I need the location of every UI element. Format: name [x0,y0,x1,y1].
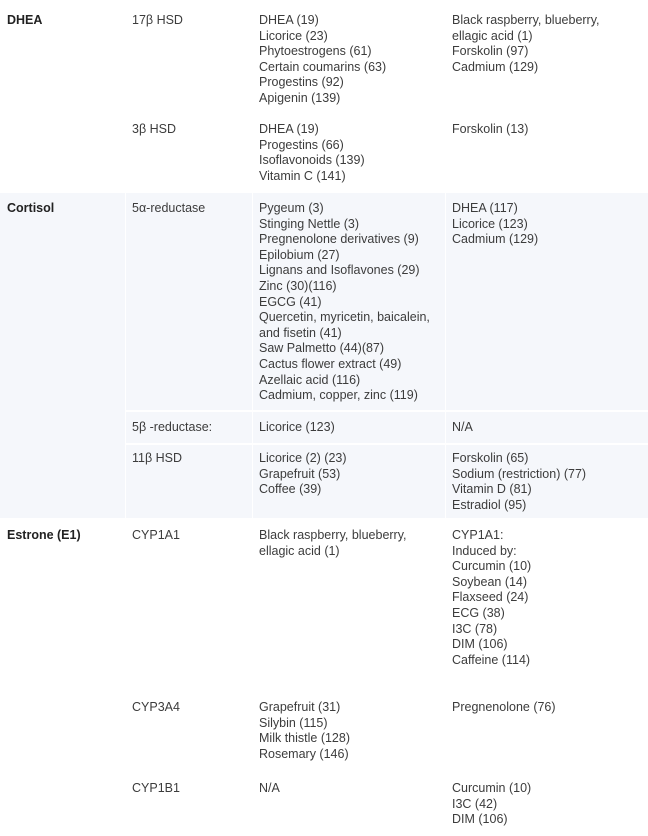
cell-line: Pygeum (3) [259,201,324,215]
inhibitor-cell [259,201,443,404]
cell-line: Licorice (123) [259,420,335,434]
cell-line: Cadmium (129) [452,59,539,74]
inhibitor-cell [259,781,443,797]
cell-line: N/A [452,420,473,434]
cell-line: DHEA (117) [452,201,518,215]
cell-line: Black raspberry, blueberry, [259,528,407,542]
cell-line: Progestins (92) [259,75,344,90]
cell-line: Vitamin C (141) [259,168,346,183]
column-divider [252,443,253,518]
table-row [0,771,648,836]
hormone-cell: Cortisol [7,201,55,215]
table-row [0,410,648,443]
inhibitor-cell [259,700,443,762]
inhibitor-cell [259,528,443,559]
cell-line: Silybin (115) [259,715,328,730]
column-divider [125,443,126,518]
enzyme-cell: CYP1B1 [132,781,180,795]
cell-line: I3C (42) [452,796,498,811]
cell-line: Soybean (14) [452,574,528,589]
cell-line: Sodium (restriction) (77) [452,466,587,481]
cell-line: Epilobium (27) [259,247,340,262]
cell-line: Azellaic acid (116) [259,372,361,387]
cell-line: DHEA (19) [259,122,319,136]
effect-cell [452,13,642,75]
column-divider [252,410,253,443]
cell-line: Cadmium (129) [452,232,539,247]
cell-line: Licorice (2) (23) [259,451,347,465]
cell-line: Grapefruit (53) [259,466,341,481]
cell-line: Licorice (123) [452,216,528,231]
cell-line: Milk thistle (128) [259,731,350,746]
cell-line: Curcumin (10) [452,559,532,574]
cell-line: ellagic acid (1) [259,543,340,558]
column-divider [125,410,126,443]
cell-line: Forskolin (97) [452,44,529,59]
effect-cell [452,201,642,248]
table-row [0,0,648,113]
cell-line: Zinc (30)(116) [259,278,337,293]
enzyme-cell: 5β -reductase: [132,420,213,434]
enzyme-cell: 17β HSD [132,13,183,27]
cell-line: Flaxseed (24) [452,590,529,605]
cell-line: Black raspberry, blueberry, [452,13,600,27]
cell-line: Lignans and Isoflavones (29) [259,263,420,278]
inhibitor-cell [259,122,443,184]
cell-line: Curcumin (10) [452,781,532,795]
cell-line: Saw Palmetto (44)(87) [259,341,385,356]
table-row [0,193,648,410]
effect-cell [452,451,642,513]
hormone-cell: DHEA [7,13,43,27]
cell-line: DIM (106) [452,812,508,827]
inhibitor-cell [259,420,443,436]
column-divider [252,193,253,410]
hormone-cell: Estrone (E1) [7,528,81,542]
enzyme-cell: CYP1A1 [132,528,180,542]
inhibitor-cell [259,13,443,107]
cell-line: Pregnenolone (76) [452,700,556,714]
column-divider [445,443,446,518]
cell-line: Forskolin (65) [452,451,529,465]
cell-line: Stinging Nettle (3) [259,216,360,231]
effect-cell [452,122,642,138]
cell-line: EGCG (41) [259,294,322,309]
inhibitor-cell [259,451,443,498]
effect-cell [452,420,642,436]
cell-line: Vitamin D (81) [452,482,532,497]
effect-cell [452,528,642,668]
cell-line: Cactus flower extract (49) [259,356,402,371]
table-row [0,518,648,690]
enzyme-cell: CYP3A4 [132,700,180,714]
cell-line: CYP1A1: [452,528,504,542]
row-divider [125,410,648,412]
cell-line: Cadmium, copper, zinc (119) [259,388,418,403]
column-divider [445,410,446,443]
column-divider [125,193,126,410]
cell-line: Coffee (39) [259,482,322,497]
enzyme-cell: 11β HSD [132,451,183,465]
cell-line: and fisetin (41) [259,325,342,340]
cell-line: Pregnenolone derivatives (9) [259,232,419,247]
cell-line: Induced by: [452,543,517,558]
table-row [0,113,648,193]
cell-line: Certain coumarins (63) [259,59,387,74]
cell-line: Progestins (66) [259,137,344,152]
enzyme-cell: 3β HSD [132,122,177,136]
cell-line: Estradiol (95) [452,497,527,512]
cell-line: Rosemary (146) [259,746,349,761]
cell-line: DHEA (19) [259,13,319,27]
cell-line: ellagic acid (1) [452,28,533,43]
cell-line: Grapefruit (31) [259,700,341,714]
cell-line: DIM (106) [452,637,508,652]
cell-line: Caffeine (114) [452,652,531,667]
effect-cell [452,700,642,716]
cell-line: N/A [259,781,280,795]
column-divider [445,193,446,410]
effect-cell [452,781,642,828]
row-divider [125,443,648,445]
cell-line: Forskolin (13) [452,122,529,136]
cell-line: Phytoestrogens (61) [259,44,372,59]
cell-line: Apigenin (139) [259,90,341,105]
cell-line: Isoflavonoids (139) [259,153,365,168]
cell-line: Quercetin, myricetin, baicalein, [259,310,430,325]
table-row [0,443,648,518]
table-row [0,690,648,771]
enzyme-cell: 5α-reductase [132,201,206,215]
cell-line: ECG (38) [452,605,505,620]
cell-line: I3C (78) [452,621,498,636]
cell-line: Licorice (23) [259,28,328,43]
